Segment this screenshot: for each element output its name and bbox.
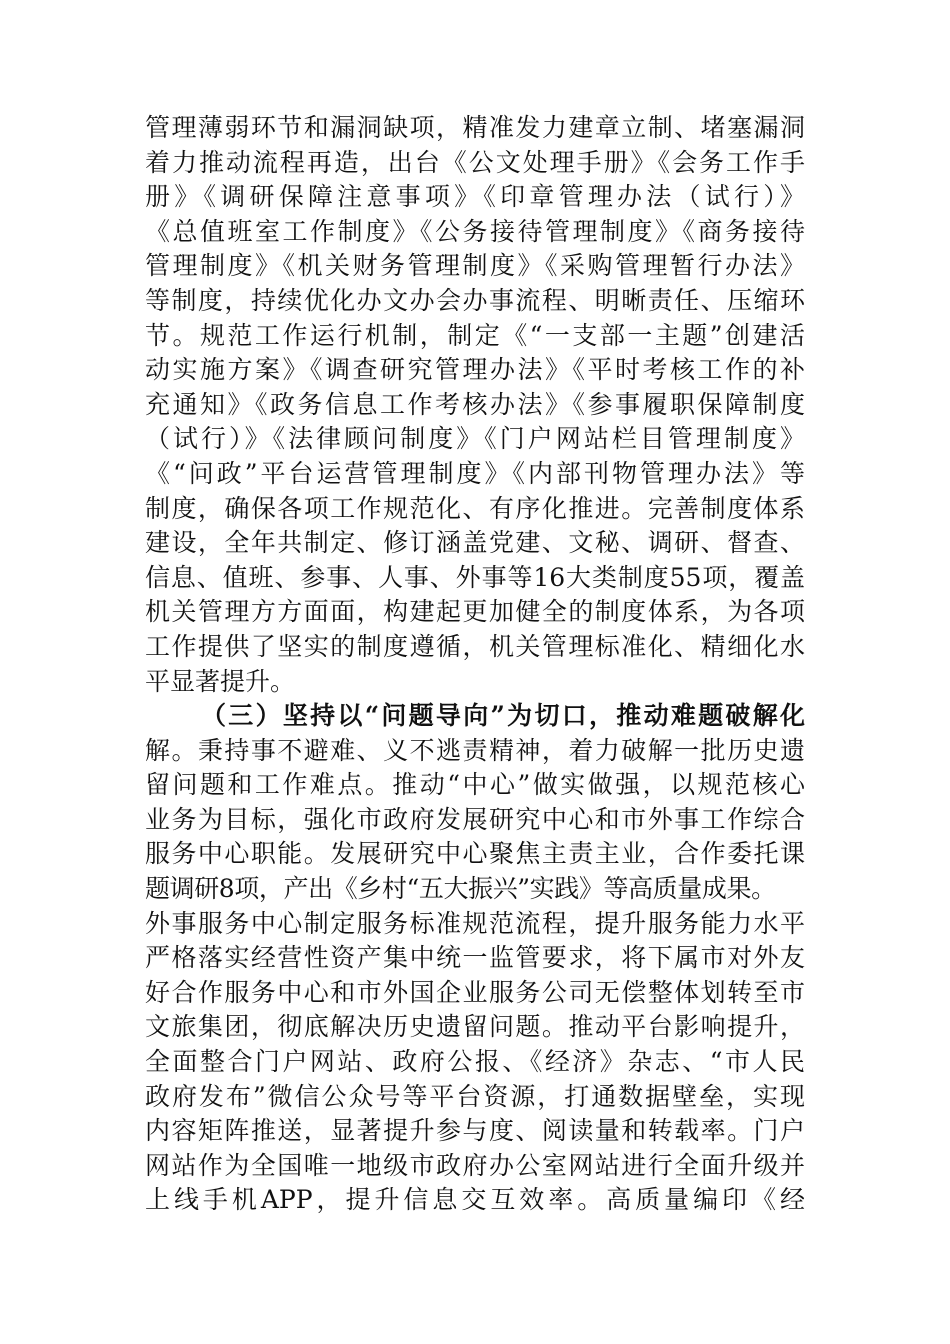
text-line: 册》《调研保障注意事项》《印章管理办法（试行）》 (145, 182, 805, 212)
text-line: 等制度，持续优化办文办会办事流程、明晰责任、压缩环 (145, 285, 805, 315)
text-line: 管理薄弱环节和漏洞缺项，精准发力建章立制、堵塞漏洞 (145, 113, 805, 142)
text-line: 服务中心职能。发展研究中心聚焦主责主业，合作委托课 (145, 839, 805, 869)
text-line: 着力推动流程再造，出台《公文处理手册》《会务工作手 (145, 147, 805, 177)
section-heading: （三）坚持以“问题导向”为切口，推动难题破解化 (201, 701, 805, 731)
text-line: 《总值班室工作制度》《公务接待管理制度》《商务接待 (145, 216, 805, 246)
text-line: 《“问政”平台运营管理制度》《内部刊物管理办法》等 (145, 458, 805, 488)
text-line: 工作提供了坚实的制度遵循，机关管理标准化、精细化水 (145, 631, 805, 661)
text-line: （试行）》《法律顾问制度》《门户网站栏目管理制度》 (145, 424, 805, 454)
text-line: 管理制度》《机关财务管理制度》《采购管理暂行办法》 (145, 251, 805, 281)
body-text (145, 111, 805, 1218)
text-line: 外事服务中心制定服务标准规范流程，提升服务能力水平 (145, 908, 805, 938)
text-line: 内容矩阵推送，显著提升参与度、阅读量和转载率。门户 (145, 1116, 805, 1146)
text-line: 解。秉持事不避难、义不逃责精神，着力破解一批历史遗 (145, 735, 805, 765)
text-line: 网站作为全国唯一地级市政府办公室网站进行全面升级并 (145, 1150, 805, 1180)
text-line: 平显著提升。 (145, 666, 296, 696)
text-line: 上线手机APP，提升信息交互效率。高质量编印《经 (145, 1185, 805, 1215)
text-line: 信息、值班、参事、人事、外事等16大类制度55项，覆盖 (145, 562, 805, 592)
text-line: 题调研8项，产出《乡村“五大振兴”实践》等高质量成果。 (145, 874, 776, 904)
text-line: 严格落实经营性资产集中统一监管要求，将下属市对外友 (145, 943, 805, 973)
text-line: 建设，全年共制定、修订涵盖党建、文秘、调研、督查、 (145, 528, 805, 558)
text-line: 节。规范工作运行机制，制定《“一支部一主题”创建活 (145, 320, 805, 350)
text-line: 全面整合门户网站、政府公报、《经济》杂志、“市人民 (145, 1047, 805, 1077)
text-line: 文旅集团，彻底解决历史遗留问题。推动平台影响提升， (145, 1012, 805, 1042)
text-line: 留问题和工作难点。推动“中心”做实做强，以规范核心 (145, 770, 805, 800)
text-line: 充通知》《政务信息工作考核办法》《参事履职保障制度 (145, 389, 805, 419)
text-line: 政府发布”微信公众号等平台资源，打通数据壁垒，实现 (145, 1081, 805, 1111)
text-line: 动实施方案》《调查研究管理办法》《平时考核工作的补 (145, 355, 805, 385)
text-line: 业务为目标，强化市政府发展研究中心和市外事工作综合 (145, 804, 805, 834)
text-line: 制度，确保各项工作规范化、有序化推进。完善制度体系 (145, 493, 805, 523)
text-line: 机关管理方方面面，构建起更加健全的制度体系，为各项 (145, 597, 805, 627)
text-line: 好合作服务中心和市外国企业服务公司无偿整体划转至市 (145, 977, 805, 1007)
